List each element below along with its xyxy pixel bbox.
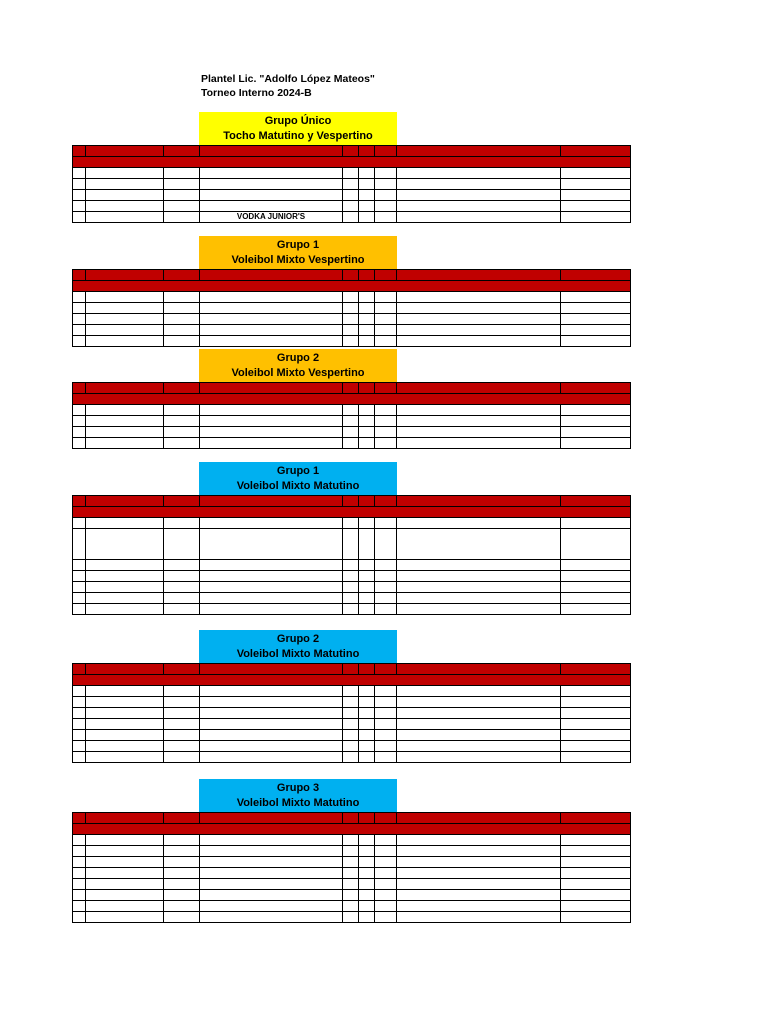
table-row xyxy=(73,518,631,529)
page-header xyxy=(201,72,375,100)
table-row xyxy=(73,593,631,604)
table-row xyxy=(73,201,631,212)
table-row xyxy=(73,604,631,615)
schedule-table-2-matutino xyxy=(72,663,630,763)
table-row xyxy=(73,190,631,201)
group-title: Grupo 2 xyxy=(276,633,320,645)
table-row xyxy=(73,416,631,427)
group-banner-2-matutino xyxy=(199,630,397,663)
table-row xyxy=(73,212,631,223)
schedule-table-1-matutino xyxy=(72,495,630,615)
group-title: Grupo 1 xyxy=(276,239,320,251)
table-row xyxy=(73,708,631,719)
group-subtitle: Voleibol Mixto Matutino xyxy=(236,480,360,492)
table-row xyxy=(73,868,631,879)
table-row xyxy=(73,560,631,571)
schedule-table-1-vespertino xyxy=(72,269,630,347)
group-banner-2-vespertino xyxy=(199,349,397,382)
group-title: Grupo 2 xyxy=(276,352,320,364)
group-banner-1-vespertino xyxy=(199,236,397,269)
table-row xyxy=(73,314,631,325)
table-row xyxy=(73,427,631,438)
table-row xyxy=(73,179,631,190)
table-row xyxy=(73,741,631,752)
table-row xyxy=(73,846,631,857)
table-row xyxy=(73,890,631,901)
schedule-table-unico xyxy=(72,145,630,223)
team-name: VODKA JUNIOR'S xyxy=(200,212,343,223)
table-row xyxy=(73,582,631,593)
group-subtitle: Voleibol Mixto Vespertino xyxy=(231,254,365,266)
table-row xyxy=(73,686,631,697)
group-subtitle: Voleibol Mixto Vespertino xyxy=(231,367,365,379)
group-banner-1-matutino xyxy=(199,462,397,495)
table-row xyxy=(73,325,631,336)
schedule-table-3-matutino xyxy=(72,812,630,923)
school-name: Plantel Lic. "Adolfo López Mateos" xyxy=(201,73,375,85)
table-row xyxy=(73,571,631,582)
table-row xyxy=(73,529,631,560)
table-row xyxy=(73,835,631,846)
table-row xyxy=(73,292,631,303)
table-row xyxy=(73,719,631,730)
table-row xyxy=(73,336,631,347)
table-row xyxy=(73,697,631,708)
group-subtitle: Voleibol Mixto Matutino xyxy=(236,648,360,660)
group-title: Grupo Único xyxy=(264,115,332,127)
table-row xyxy=(73,752,631,763)
table-row xyxy=(73,879,631,890)
group-title: Grupo 1 xyxy=(276,465,320,477)
group-banner-unico xyxy=(199,112,397,145)
table-row xyxy=(73,438,631,449)
table-row xyxy=(73,901,631,912)
group-title: Grupo 3 xyxy=(276,782,320,794)
table-row xyxy=(73,730,631,741)
schedule-table-2-vespertino xyxy=(72,382,630,449)
table-row xyxy=(73,303,631,314)
table-row xyxy=(73,168,631,179)
tournament-name: Torneo Interno 2024-B xyxy=(201,87,312,99)
table-row xyxy=(73,912,631,923)
group-subtitle: Tocho Matutino y Vespertino xyxy=(223,130,373,142)
group-subtitle: Voleibol Mixto Matutino xyxy=(236,797,360,809)
table-row xyxy=(73,857,631,868)
table-row xyxy=(73,405,631,416)
group-banner-3-matutino xyxy=(199,779,397,812)
